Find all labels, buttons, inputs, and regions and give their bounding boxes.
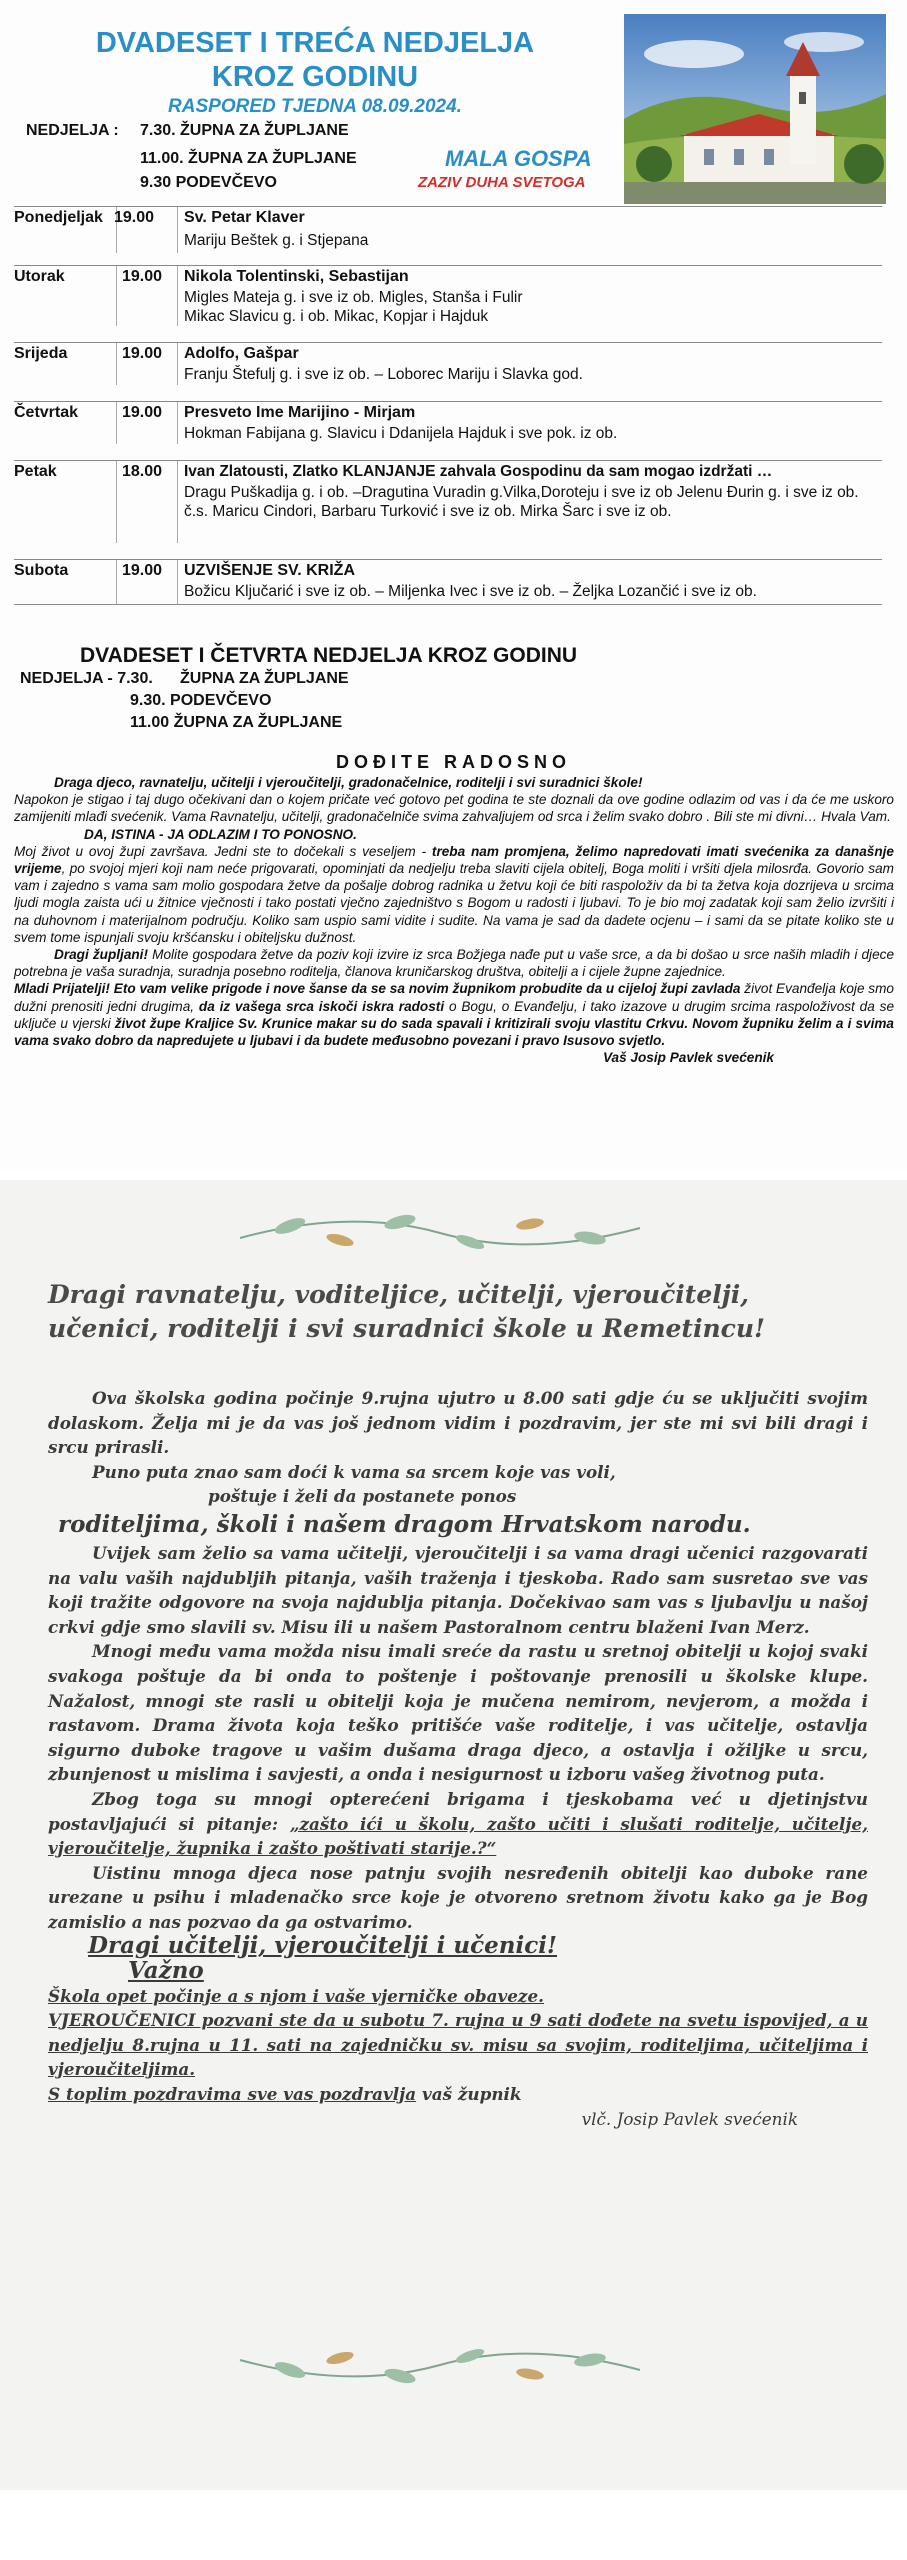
- scan-paragraph: Mnogi među vama možda nisu imali sreće da rastu u sretnoj obitelji u kojoj svaki svakoga poštuje da bi onda to poštenje i poštovanje prenosili u školske klupe. Nažalost, mnogi ste rasli u obitelji koja je mučena nemirom, nevjerom, a možda i rastavom. Drama života koja teško pritišće vaše roditelje, i vas učitelje, ostavlja sigurno duboke tragove u vašim dušama draga djeco, a ostavlja i ožiljke u srcu, zbunjenost u mislima i savjesti, a onda i nesigurnost u izboru vašeg životnog puta.: [48, 1641, 868, 1785]
- schedule-saint: Ivan Zlatousti, Zlatko KLANJANJE zahvala Gospodinu da sam mogao izdržati …: [184, 463, 773, 480]
- scan-body: [48, 1386, 868, 2131]
- scan-paragraph: Uvijek sam želio sa vama učitelji, vjeroučitelji i sa vama dragi učenici razgovarati na valu vaših najdubljih pitanja, vaših traženja i tjeskoba. Rado sam susretao sve vas koji tražite odgovore na svoja najdublja pitanja. Dočekivao sam vas s ljubavlju u našoj crkvi gdje smo slavili sv. Misu ili u našem Pastoralnom centru blaženi Ivan Merz.: [48, 1542, 868, 1637]
- scan-paragraph: Ova školska godina počinje 9.rujna ujutro u 8.00 sati gdje ću se uključiti svojim dolaskom. Želja mi je da vas još jednom vidim i pozdravim, jer ste mi svi bili dragi i srcu prirasli.: [48, 1388, 868, 1458]
- schedule-time: 19.00: [122, 404, 163, 421]
- weekly-schedule: [14, 206, 882, 605]
- schedule-intention: Dragu Puškadija g. i ob. –Dragutina Vuradin g.Vilka,Doroteju i sve iz ob Jelenu Đurin g. i sve iz ob. č.s. Maricu Cindori, Barbaru Turković i sve iz ob. Mirka Šarc i sve iz ob.: [184, 484, 859, 520]
- schedule-day: Četvrtak: [14, 404, 79, 421]
- title-line-2: KROZ GODINU: [211, 61, 419, 93]
- letter-greeting: Draga djeco, ravnatelju, učitelji i vjeroučitelji, gradonačelnice, roditelji i svi suradnici škole!: [54, 775, 643, 790]
- schedule-intention: Mariju Beštek g. i Stjepana: [184, 232, 369, 249]
- schedule-day: Ponedjeljak: [14, 209, 103, 226]
- letter-statement: DA, ISTINA - JA ODLAZIM I TO PONOSNO.: [84, 826, 357, 842]
- letter-paragraph: [14, 843, 894, 946]
- text-span: o Bogu, o Evanđelju, i tako izazove u drugim srcima raspoloživost da se uključe u vjerski: [14, 998, 895, 1031]
- text-span: život župe Kraljice Sv. Krunice makar su do sada spavali i kritizirali svoju vlastitu Crkvu. Novom župniku želim a i svima vama svako dobro da napredujete u ljubavi i da budete međusobno povezani i pravo Isusovo svjetlo.: [14, 1015, 894, 1049]
- schedule-row-monday: [14, 206, 882, 253]
- schedule-day: Utorak: [14, 268, 65, 285]
- letter-paragraph: [14, 980, 894, 1049]
- schedule-intention: Migles Mateja g. i sve iz ob. Migles, Stanša i Fulir: [184, 289, 523, 306]
- text-span: treba nam promjena, želimo napredovati imati svećenika za današnje vrijeme: [14, 843, 894, 877]
- schedule-time: 19.00: [122, 345, 163, 362]
- weekly-bulletin: [0, 0, 907, 1170]
- scan-signature: vlč. Josip Pavlek svećenik: [581, 2108, 798, 2129]
- schedule-time: 19.00: [122, 562, 163, 579]
- next-sunday-mass-3: 11.00 ŽUPNA ZA ŽUPLJANE: [130, 714, 343, 731]
- text-span: S toplim pozdravima sve vas pozdravlja: [48, 2084, 417, 2105]
- church-photo: [624, 14, 886, 204]
- schedule-intention: Božicu Ključarić i sve iz ob. – Miljenka Ivec i sve iz ob. – Željka Lozančić i sve iz ob.: [184, 583, 757, 600]
- text-span: Mladi Prijatelji! Eto vam velike prigode i nove šanse da se sa novim župnikom probudite da u cijeloj župi zavlada: [14, 981, 745, 997]
- sunday-mass-2: 11.00. ŽUPNA ZA ŽUPLJANE: [140, 150, 357, 167]
- scan-paragraph: poštuje i želi da postanete ponos: [208, 1486, 517, 1507]
- sunday-mass-3: 9.30 PODEVČEVO: [140, 174, 277, 191]
- schedule-row-tuesday: [14, 265, 882, 326]
- floral-ornament-top: [230, 1198, 650, 1268]
- schedule-date: RASPORED TJEDNA 08.09.2024.: [168, 96, 462, 117]
- scan-title: Dragi ravnatelju, voditeljice, učitelji, vjeroučitelji, učenici, roditelji i svi suradnici škole u Remetincu!: [48, 1280, 766, 1343]
- text-span: , po svojoj mjeri koji nam neće prigovarati, opominjati da nedjelju treba slaviti cijela obitelj, Boga moliti i vršiti djela milosrđa. Govorio sam vam i zajedno s vama sam molio gospodara žetve da pošalje dobrog radnika u žetvu koji će biti raspoloživ da bi ta žetva koja dozrijeva u srcima ljudi mogla zaista ući u žitnice vječnosti i tako postati vječno zajedništvo s Bogom u radosti i ljubavi. To je bio moj zadatak koji sam želio izvršiti i na duhovnom i materijalnom području. Koliko sam uspio sami vidite i sudite. Na vama je sad da dadete ocjenu – i sami da se pitate koliko ste u svem tome ispunjali svoju kršćansku i obiteljsku dužnost.: [14, 861, 894, 945]
- page-footer: [0, 2500, 907, 2560]
- floral-ornament-bottom: [230, 2330, 650, 2400]
- text-span: Molite gospodara žetve da poziv koji izvire iz srca Božjega nađe put u vaše srce, a da bi došao u srce naših mladih i djece potrebna je vaša suradnja, suradnja posebno roditelja, članova kruničarskog društva, obitelji a i cijele župne zajednice.: [14, 947, 894, 980]
- scan-important: Važno: [128, 1957, 204, 1985]
- schedule-intention: Hokman Fabijana g. Slavicu i Ddanijela Hajduk i sve pok. iz ob.: [184, 425, 618, 442]
- schedule-row-saturday: [14, 559, 882, 605]
- bulletin-title: [20, 26, 610, 94]
- schedule-day: Petak: [14, 463, 57, 480]
- next-sunday-mass-2: 9.30. PODEVČEVO: [130, 692, 272, 709]
- text-span: da iz vašega srca iskoči iskra radosti: [198, 998, 445, 1014]
- schedule-intention: Mikac Slavicu g. i ob. Mikac, Kopjar i Hajduk: [184, 308, 489, 325]
- schedule-intention: Franju Štefulj g. i sve iz ob. – Loborec Mariju i Slavka god.: [184, 366, 583, 383]
- text-span: Moj život u ovoj župi završava. Jedni ste to dočekali s veseljem -: [14, 843, 432, 859]
- scan-paragraph: Škola opet počinje a s njom i vaše vjerničke obaveze.: [48, 1985, 544, 2006]
- schedule-time: 19.00: [122, 268, 163, 285]
- schedule-row-wednesday: [14, 342, 882, 385]
- sunday-mass-1: 7.30. ŽUPNA ZA ŽUPLJANE: [140, 122, 349, 139]
- text-span: Dragi župljani!: [54, 947, 148, 963]
- schedule-saint: Presveto Ime Marijino - Mirjam: [184, 404, 416, 421]
- letter-paragraph: Napokon je stigao i taj dugo očekivani dan o kojem pričate već gotovo pet godina te ste doznali da ove godine odlazim od vas i da će me uskoro zamijeniti mlađi svećenik. Vama Ravnatelju, učitelji, gradonačelniče svima zahvaljujem od srca i želim svako dobro . Bili ste mi divni… Hvala Vam.: [14, 792, 894, 825]
- letter-signature: Vaš Josip Pavlek svećenik: [602, 1050, 774, 1066]
- schedule-time: 18.00: [122, 463, 163, 480]
- schedule-saint: Adolfo, Gašpar: [184, 345, 299, 362]
- text-span: život Evanđelja koje smo dužni prenositi jedni drugima,: [14, 981, 894, 1014]
- schedule-day: Subota: [14, 562, 69, 579]
- next-sunday-mass-1: ŽUPNA ZA ŽUPLJANE: [180, 670, 349, 687]
- text-span: vaš župnik: [416, 2084, 522, 2105]
- scan-paragraph: VJEROUČENICI pozvani ste da u subotu 7. rujna u 9 sati dođete na svetu ispovijed, a u nedjelju 8.rujna u 11. sati na zajedničku sv. misu sa svojim, roditeljima, učiteljima i vjeroučiteljima.: [48, 2010, 868, 2080]
- scan-paragraph: Puno puta znao sam doći k vama sa srcem koje vas voli,: [92, 1461, 616, 1482]
- scan-paragraph: Uistinu mnoga djeca nose patnju svojih nesređenih obitelji kao duboke rane urezane u psihu i mladenačko srce koje je otvoreno sretnom životu kako ga je Bog zamislio a nas pozvao da ga ostvarimo.: [48, 1862, 868, 1932]
- text-span: Zbog toga su mnogi opterećeni brigama i tjeskobama već u djetinjstvu postavljajući si pitanje:: [48, 1788, 868, 1834]
- title-line-1: DVADESET I TREĆA NEDJELJA: [95, 27, 535, 59]
- schedule-row-friday: [14, 460, 882, 543]
- next-sunday-label: NEDJELJA - 7.30.: [20, 670, 153, 687]
- schedule-saint: Sv. Petar Klaver: [184, 209, 305, 226]
- scan-paragraph: [48, 2082, 868, 2107]
- scan-paragraph: roditeljima, školi i našem dragom Hrvatskom narodu.: [58, 1510, 751, 1538]
- zaziv-label: ZAZIV DUHA SVETOGA: [418, 174, 586, 191]
- text-span: „zašto ići u školu, zašto učiti i slušati roditelje, učitelje, vjeroučitelje, župnika i zašto poštivati starije.?“: [48, 1813, 868, 1859]
- letter-paragraph: [14, 946, 894, 980]
- letter-heading: DOĐITE RADOSNO: [335, 752, 571, 772]
- schedule-row-thursday: [14, 401, 882, 444]
- next-sunday-title: DVADESET I ČETVRTA NEDJELJA KROZ GODINU: [80, 644, 578, 667]
- feast-name: MALA GOSPA: [445, 146, 592, 171]
- schedule-saint: UZVIŠENJE SV. KRIŽA: [184, 562, 356, 579]
- scanned-school-letter: [0, 1180, 907, 2490]
- sunday-label: NEDJELJA :: [26, 122, 119, 139]
- scan-paragraph: [48, 1787, 868, 1861]
- schedule-day: Srijeda: [14, 345, 68, 362]
- scan-heading: Dragi učitelji, vjeroučitelji i učenici!: [88, 1932, 558, 1960]
- schedule-saint: Nikola Tolentinski, Sebastijan: [184, 268, 409, 285]
- farewell-letter: [14, 774, 894, 1066]
- schedule-time: 19.00: [114, 209, 155, 226]
